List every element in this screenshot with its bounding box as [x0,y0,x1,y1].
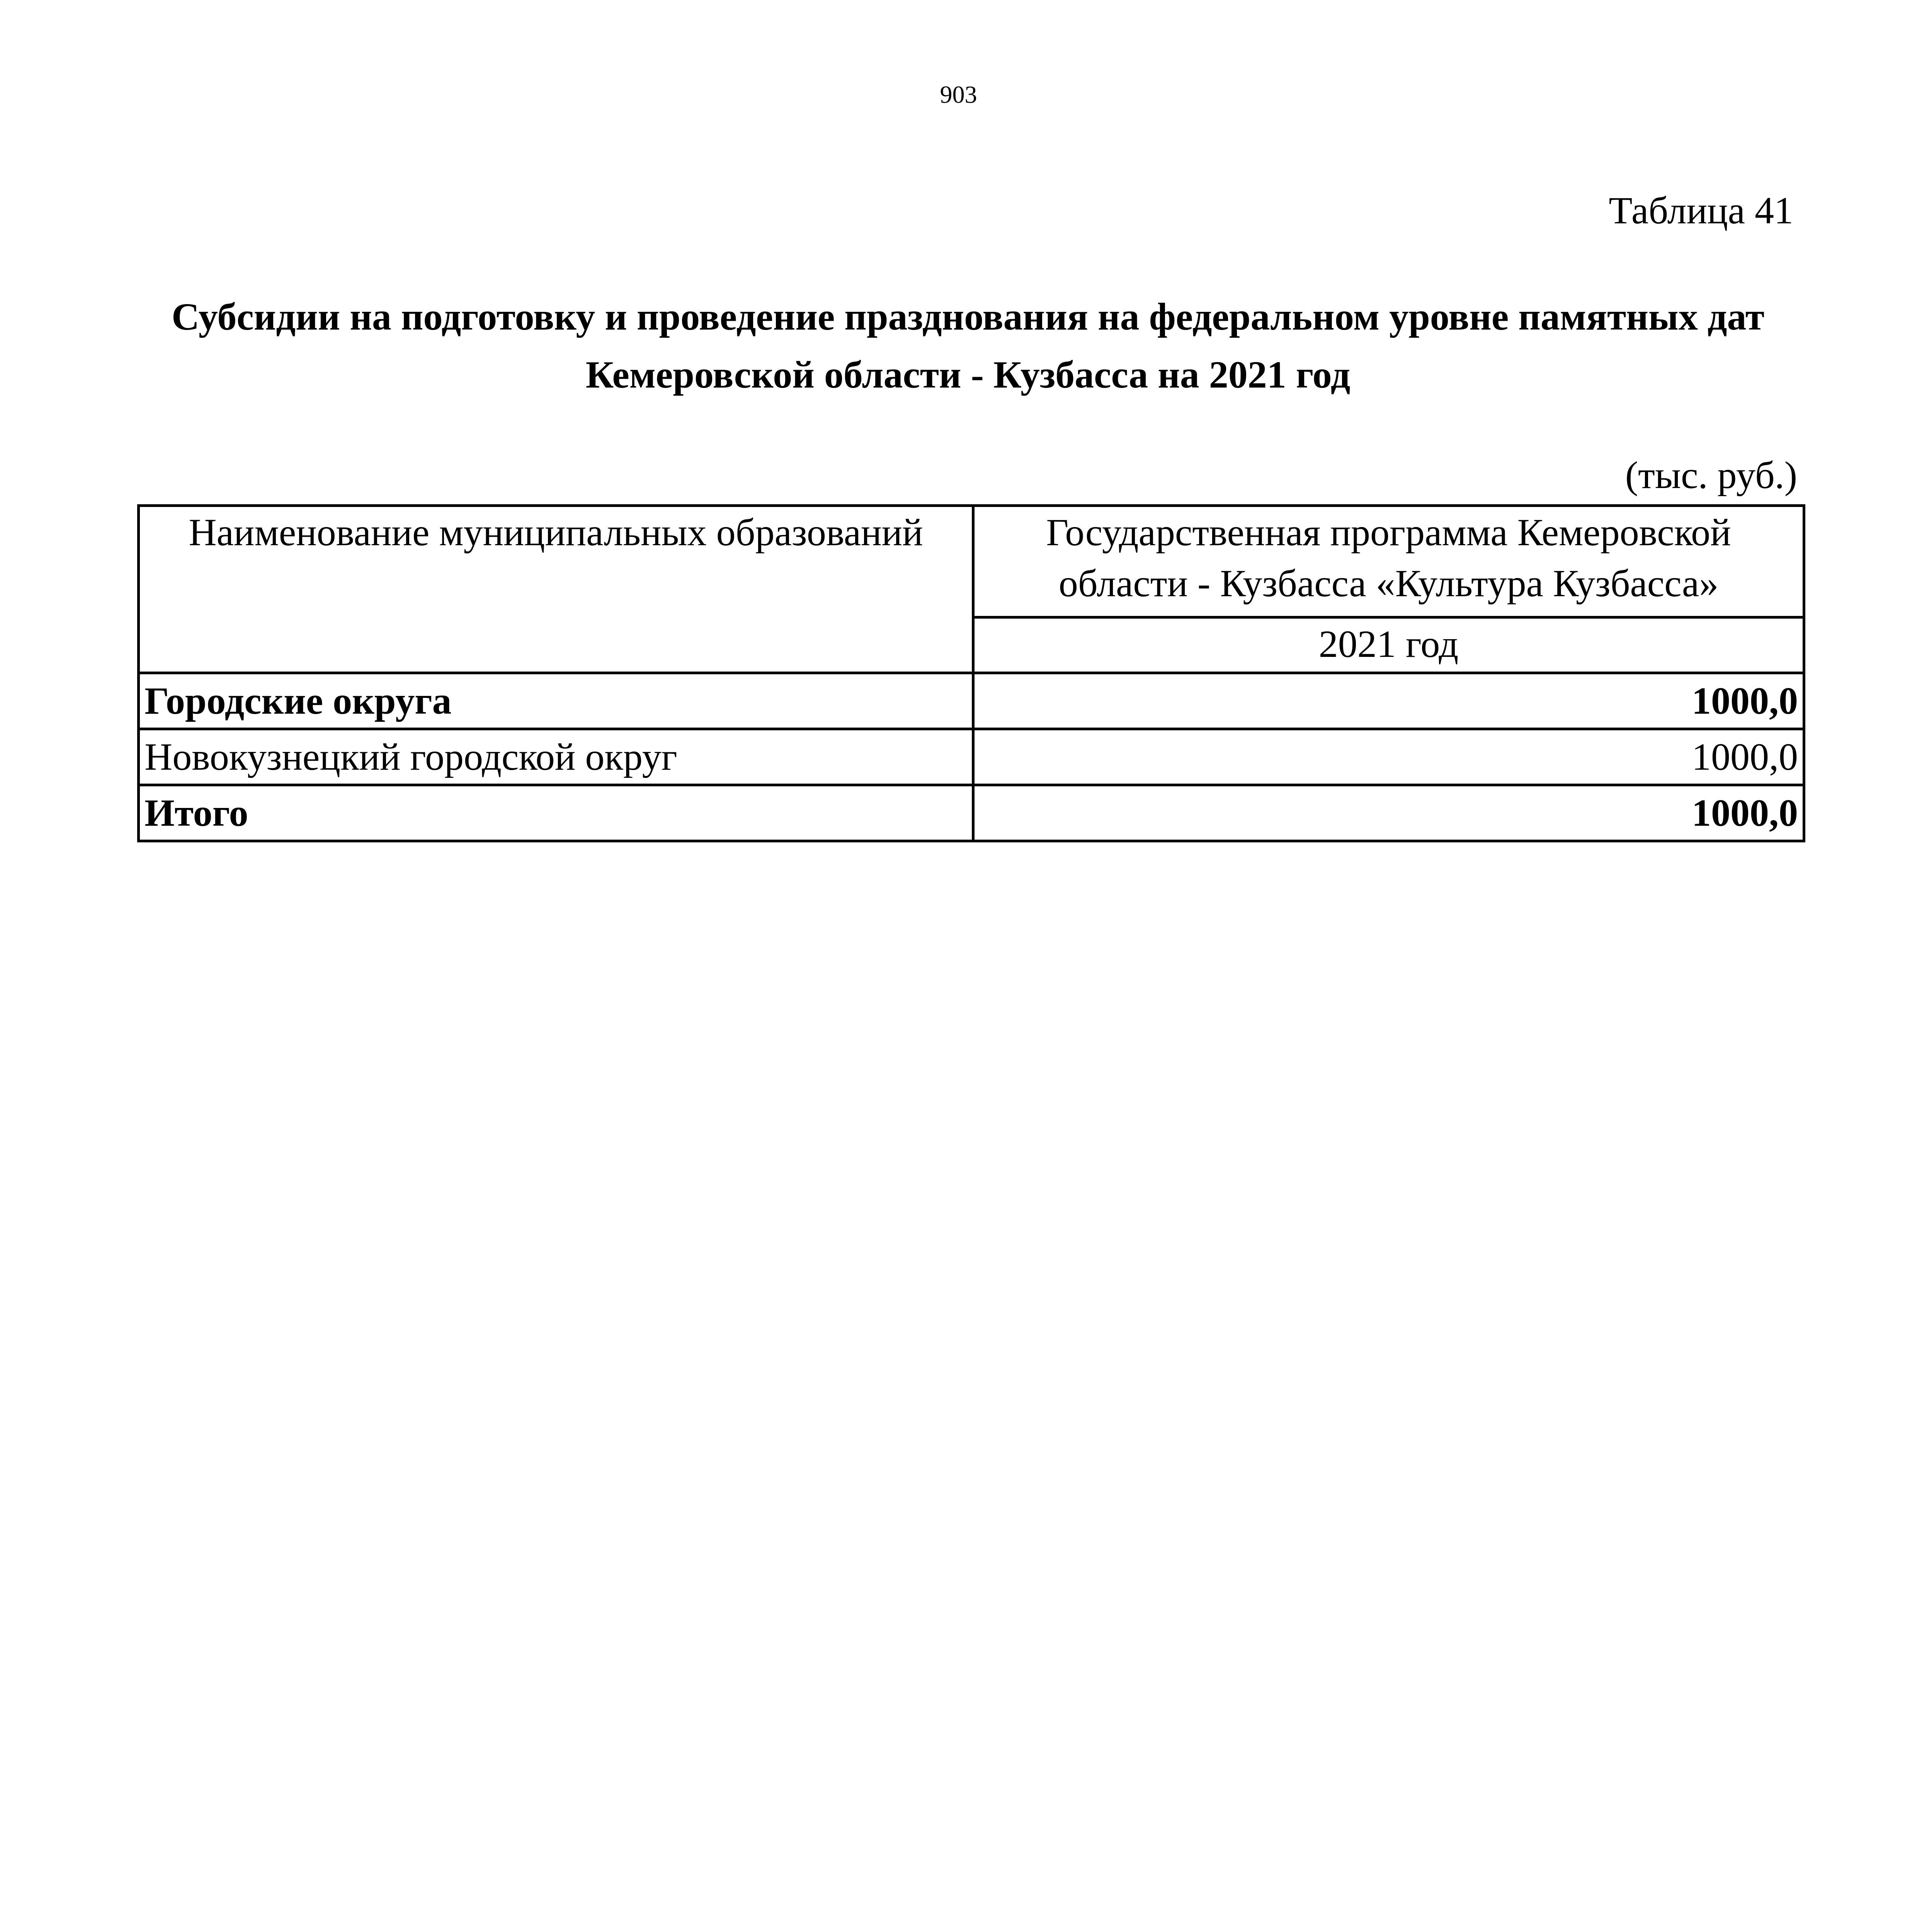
table-label: Таблица 41 [1609,189,1793,232]
table-header-row [139,506,1804,617]
document-title: Субсидии на подготовку и проведение празднования на федеральном уровне памятных дат Кемеровской области - Кузбасса на 2021 год [171,295,1765,396]
row-name: Новокузнецкий городской округ [139,729,973,785]
row-value: 1000,0 [973,673,1804,729]
subsidies-table [137,504,1805,842]
page-number: 903 [940,81,977,108]
units-label: (тыс. руб.) [1625,454,1797,497]
table-row [139,729,1804,785]
row-name: Городские округа [139,673,973,729]
header-municipality: Наименование муниципальных образований [139,506,973,673]
table-row [139,785,1804,841]
row-value: 1000,0 [973,785,1804,841]
row-value: 1000,0 [973,729,1804,785]
table-row [139,673,1804,729]
header-year: 2021 год [973,617,1804,673]
header-program: Государственная программа Кемеровской области - Кузбасса «Культура Кузбасса» [973,506,1804,617]
row-name: Итого [139,785,973,841]
